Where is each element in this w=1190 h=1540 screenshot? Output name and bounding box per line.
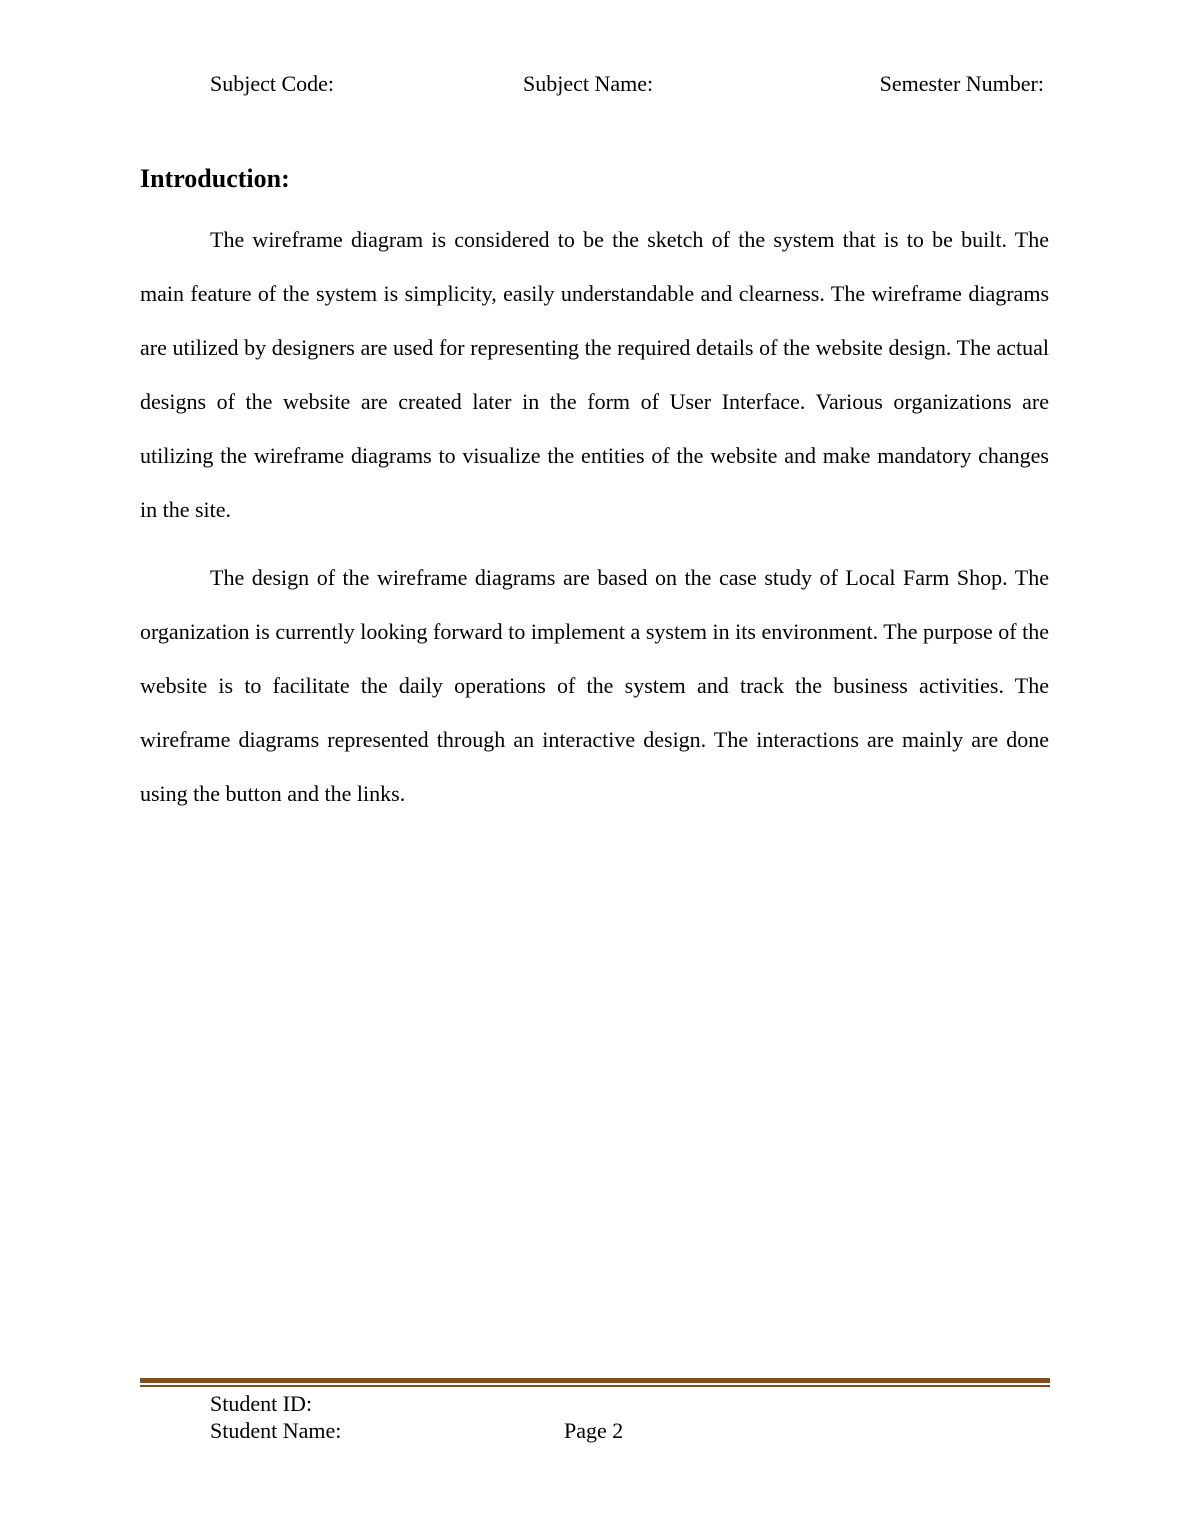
page-number: Page 2 <box>564 1418 624 1443</box>
footer-divider-thin <box>140 1385 1050 1387</box>
subject-name-label: Subject Name: <box>523 71 654 96</box>
subject-code-label: Subject Code: <box>210 71 335 96</box>
student-id-label: Student ID: <box>210 1391 313 1416</box>
semester-number-label: Semester Number: <box>879 71 1044 96</box>
body-paragraph: The design of the wireframe diagrams are based on the case study of Local Farm Shop. The organization is currently looking forward to implement a system in its environment. The purpose of the website is to facilitate the daily operations of the system and track the business activities. The wireframe diagrams represented through an interactive design. The interactions are mainly are done using the button and the links. <box>140 565 1049 806</box>
section-heading: Introduction: <box>140 164 290 193</box>
body-paragraph: The wireframe diagram is considered to be the sketch of the system that is to be built. The main feature of the system is simplicity, easily understandable and clearness. The wireframe diagrams are utilized by designers are used for representing the required details of the website design. The actual designs of the website are created later in the form of User Interface. Various organizations are utilizing the wireframe diagrams to visualize the entities of the website and make mandatory changes in the site. <box>140 227 1049 522</box>
footer-divider <box>140 1378 1050 1383</box>
student-name-label: Student Name: <box>210 1418 342 1443</box>
